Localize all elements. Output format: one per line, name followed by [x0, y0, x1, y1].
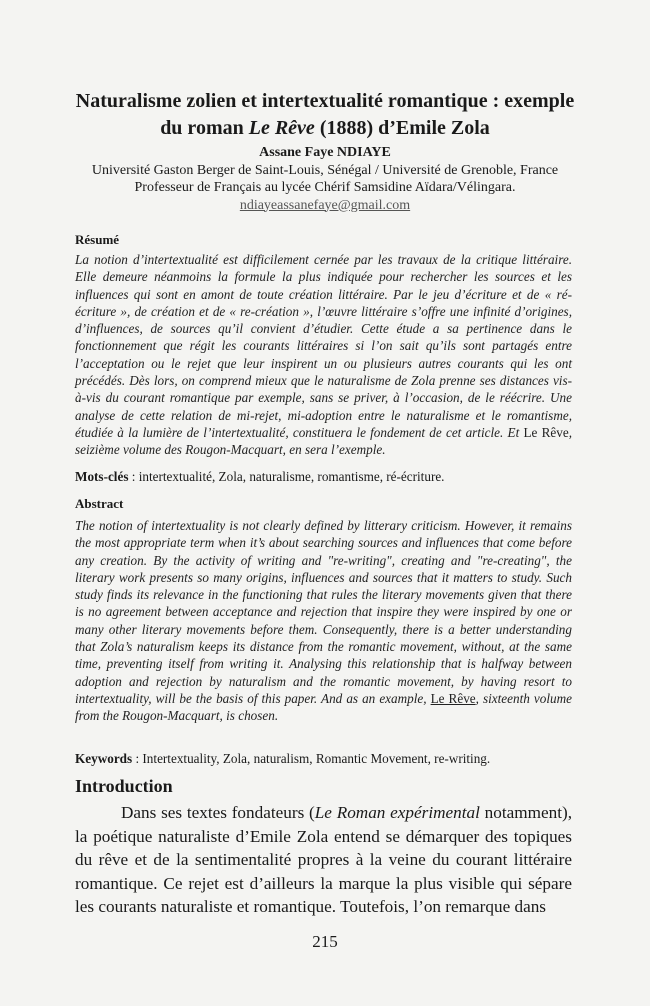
resume-text [75, 251, 572, 459]
abstract-text-part-2: , sixteenth volume from the Rougon-Macquart, is chosen. [75, 690, 572, 724]
intro-text-part-1: Dans ses textes fondateurs ( [121, 803, 315, 822]
title-novel-name: Le Rêve [248, 117, 315, 139]
abstract-text-part-1: The notion of intertextuality is not clearly defined by litterary criticism. However, it remains the most appropriate term when it’s about searching sources and influences that come before any creation. By the activity of writing and "re-writing", creating and "re-creating", the literary work presents so many origins, influences and sources that it matters to study. Such study finds its relevance in the functioning that rules the literary movements given that there is no agreement between acceptance and rejection that inspire they were inspired by one or many other literary movements before them. Consequently, there is a better understanding that Zola’s naturalism keeps its distance from the romantic movement, without, at the same time, preventing itself from writing it. Analysing this relationship that is halfway between adoption and rejection by naturalism and the romantic movement, by having resort to intertextuality, will be the basis of this paper. And as an example, [75, 518, 572, 706]
intro-text-part-2: notamment), la poétique naturaliste d’Emile Zola entend se démarquer des topiques du rêve et de la sentimentalité propres à la veine du courant littéraire romantique. Ce rejet est d’ailleurs la marque la plus visible qui sépare les courants naturaliste et romantique. Toutefois, l’on remarque dans [75, 803, 573, 916]
abstract-text [75, 517, 572, 725]
mots-cles-text: : intertextualité, Zola, naturalisme, romantisme, ré-écriture. [128, 469, 445, 484]
keywords-label: Keywords [75, 751, 133, 766]
introduction-heading: Introduction [75, 776, 173, 796]
resume-heading: Résumé [75, 232, 120, 247]
abstract-heading: Abstract [75, 496, 124, 511]
mots-cles-line [75, 468, 572, 485]
author-name: Assane Faye NDIAYE [259, 145, 391, 160]
introduction-paragraph [75, 801, 572, 919]
author-affiliation-1: Université Gaston Berger de Saint-Louis, Sénégal / Université de Grenoble, France [91, 162, 559, 178]
title-line-1: Naturalisme zolien et intertextualité romantique : exemple [75, 90, 575, 112]
page-number: 215 [312, 932, 338, 951]
title-line-2-suffix: (1888) d’Emile Zola [314, 117, 490, 139]
keywords-text: : Intertextuality, Zola, naturalism, Romantic Movement, re-writing. [132, 751, 491, 766]
keywords-line [75, 750, 572, 767]
abstract-novel-name: Le Rêve [430, 690, 476, 706]
resume-text-part-1: La notion d’intertextualité est difficilement cernée par les travaux de la critique littéraire. Elle demeure néanmoins la formule la plus indiquée pour rechercher les sources et les influences qui sont en amont de toute création littéraire. Par le jeu d’écriture et de « ré-écriture », de création et de « re-création », l’œuvre littéraire s’offre une infinité d’origines, d’influences, de sources qu’il convient d’étudier. Cette étude a sa pertinence dans le fonctionnement que régit les courants littéraires si l’on sait qu’ils sont partagés entre l’acceptation ou le rejet que leur inspirent un ou plusieurs autres courants qui les ont précédés. Dès lors, on comprend mieux que le naturalisme de Zola prenne ses distances vis-à-vis du courant romantique par exemple, sans se priver, à l’occasion, de le réécrire. Une analyse de cette relation de mi-rejet, mi-adoption entre le naturalisme et le romantisme, étudiée à la lumière de l’intertextualité, constituera le fondement de cet article. Et [75, 252, 572, 440]
author-affiliation-2: Professeur de Français au lycée Chérif Samsidine Aïdara/Vélingara. [134, 180, 516, 195]
intro-work-title: Le Roman expérimental [314, 803, 480, 822]
author-block [60, 144, 590, 214]
mots-cles-label: Mots-clés [75, 469, 129, 484]
resume-novel-name: Le Rêve [523, 424, 569, 440]
resume-text-part-2: , seizième volume des Rougon-Macquart, en sera l’exemple. [75, 424, 572, 458]
author-email-link[interactable]: ndiayeassanefaye@gmail.com [239, 197, 411, 213]
title-line-2-prefix: du roman [160, 117, 249, 139]
article-title [60, 88, 590, 142]
